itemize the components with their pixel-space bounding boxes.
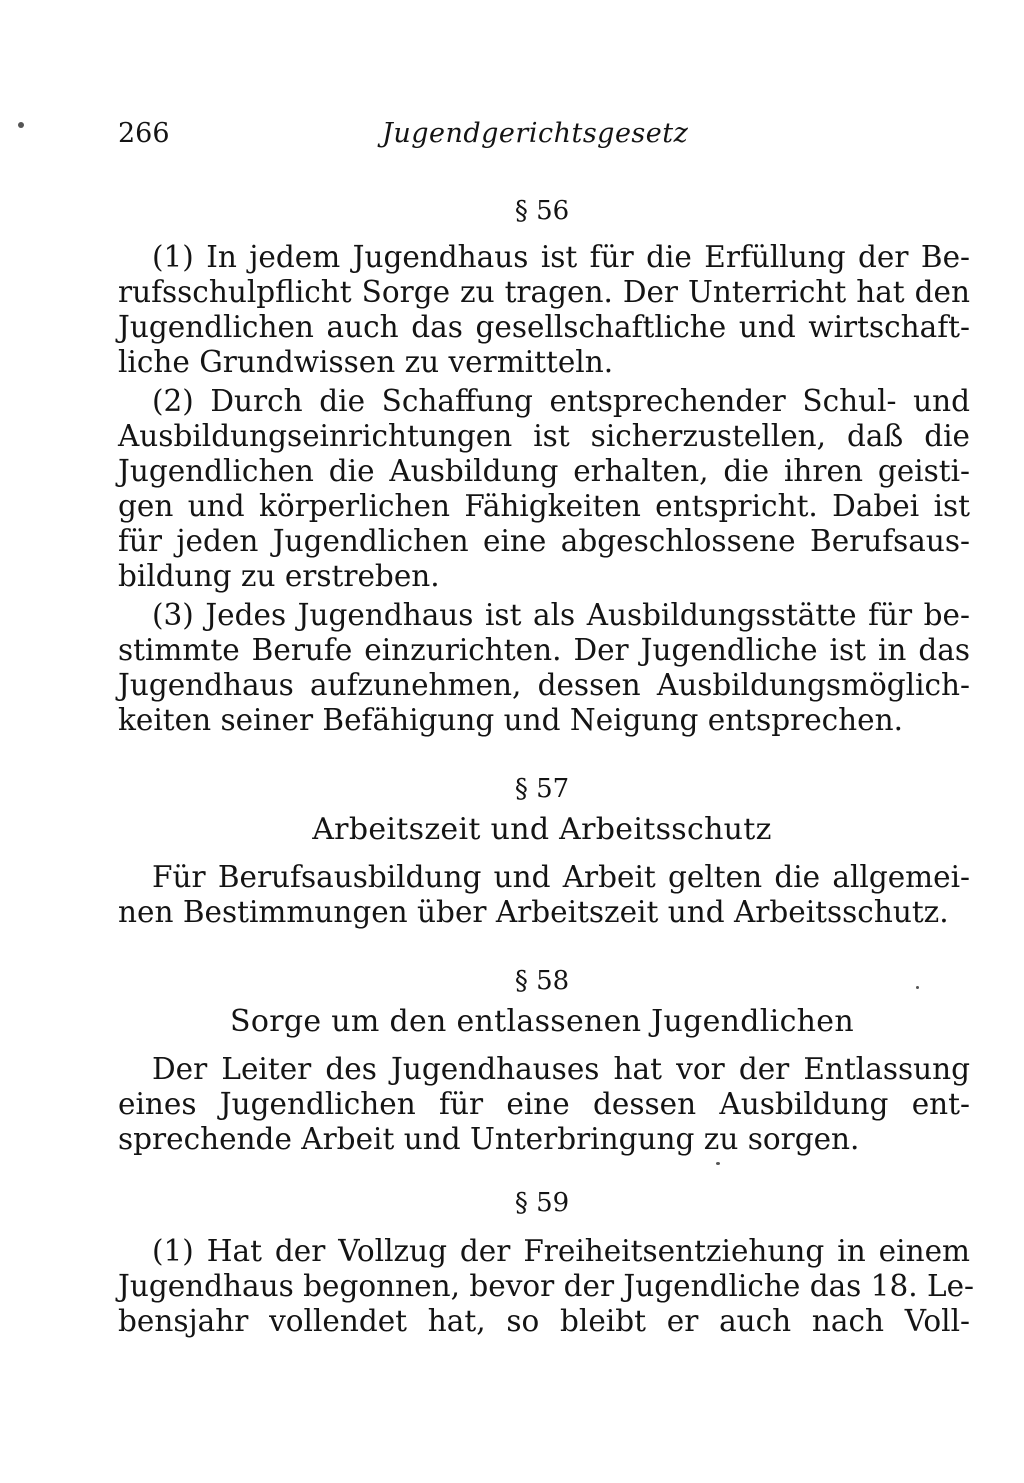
text-line: Für Berufsausbildung und Arbeit gelten die allgemei- <box>152 860 970 894</box>
text-line: Jugendhaus begonnen, bevor der Jugendliche das 18. Le- <box>118 1269 974 1303</box>
text-line: eines Jugendlichen für eine dessen Ausbildung ent- <box>118 1087 970 1121</box>
text-line: bensjahr vollendet hat, so bleibt er auch nach Voll- <box>118 1304 970 1338</box>
text-line: (2) Durch die Schaffung entsprechender Schul- und <box>152 384 970 418</box>
text-line: sprechende Arbeit und Unterbringung zu sorgen. <box>118 1122 860 1156</box>
text-line: Jugendhaus aufzunehmen, dessen Ausbildungsmöglich- <box>118 668 970 702</box>
text-line: gen und körperlichen Fähigkeiten entspricht. Dabei ist <box>118 489 970 523</box>
running-title: Jugendgerichtsgesetz <box>382 118 689 149</box>
text-line: Jugendlichen die Ausbildung erhalten, die ihren geisti- <box>118 454 970 488</box>
section-mark-59: § 59 <box>514 1188 570 1218</box>
text-line: liche Grundwissen zu vermitteln. <box>118 345 614 379</box>
section-57-paragraph-1 <box>118 860 970 930</box>
section-59-paragraph-1 <box>118 1234 974 1339</box>
section-56-paragraph-1 <box>118 240 970 380</box>
text-line: (1) Hat der Vollzug der Freiheitsentziehung in einem <box>152 1234 970 1268</box>
section-title-57: Arbeitszeit und Arbeitsschutz <box>312 812 772 847</box>
text-line: für jeden Jugendlichen eine abgeschlossene Berufsaus- <box>118 524 970 558</box>
section-mark-56: § 56 <box>514 196 570 226</box>
text-line: nen Bestimmungen über Arbeitszeit und Arbeitsschutz. <box>118 895 949 929</box>
text-line: Der Leiter des Jugendhauses hat vor der Entlassung <box>152 1052 970 1086</box>
section-56-paragraph-2 <box>118 384 970 594</box>
page-header <box>118 118 968 162</box>
text-line: (1) In jedem Jugendhaus ist für die Erfüllung der Be- <box>152 240 970 274</box>
scan-speck <box>18 122 24 128</box>
text-line: bildung zu erstreben. <box>118 559 440 593</box>
section-mark-57: § 57 <box>514 774 570 804</box>
scan-speck <box>716 1162 720 1165</box>
text-line: keiten seiner Befähigung und Neigung entsprechen. <box>118 703 904 737</box>
text-line: Ausbildungseinrichtungen ist sicherzustellen, daß die <box>118 419 970 453</box>
text-line: (3) Jedes Jugendhaus ist als Ausbildungsstätte für be- <box>152 598 970 632</box>
page-number: 266 <box>118 118 170 149</box>
text-line: rufsschulpflicht Sorge zu tragen. Der Unterricht hat den <box>118 275 970 309</box>
section-title-58: Sorge um den entlassenen Jugendlichen <box>230 1004 854 1039</box>
section-56-paragraph-3 <box>118 598 970 738</box>
text-line: stimmte Berufe einzurichten. Der Jugendliche ist in das <box>118 633 970 667</box>
section-mark-58: § 58 <box>514 966 570 996</box>
section-58-paragraph-1 <box>118 1052 970 1157</box>
text-line: Jugendlichen auch das gesellschaftliche und wirtschaft- <box>118 310 970 344</box>
